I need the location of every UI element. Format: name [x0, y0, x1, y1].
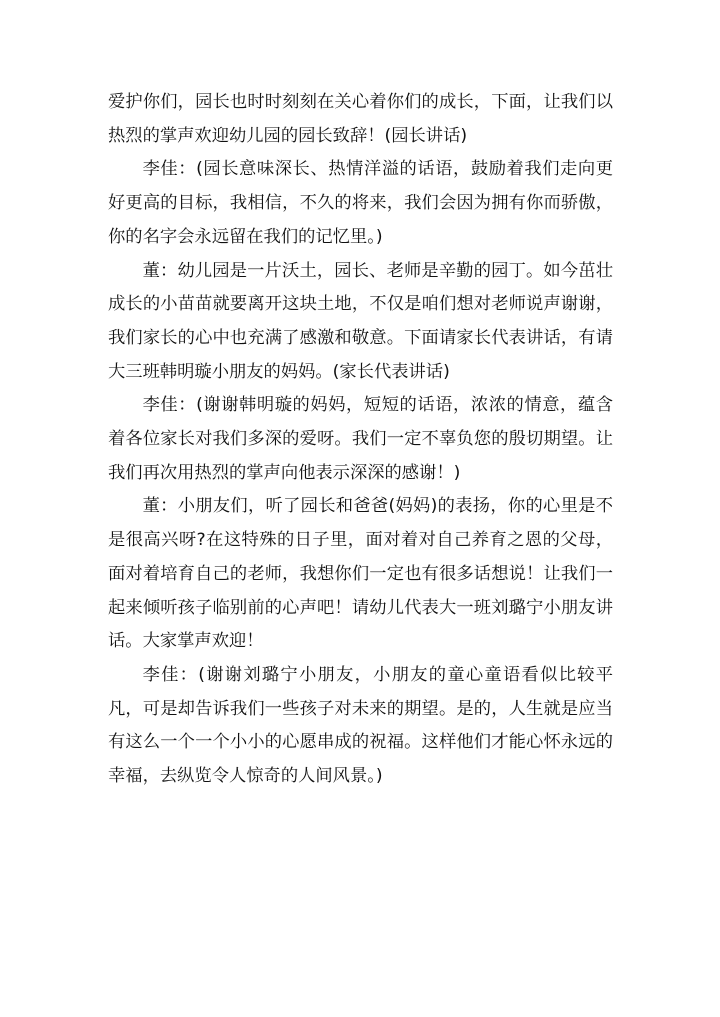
paragraph-dong-parent-introduction: 董：幼儿园是一片沃土，园长、老师是辛勤的园丁。如今茁壮成长的小苗苗就要离开这块土地，不仅是咱们想对老师说声谢谢，我们家长的心中也充满了感激和敬意。下面请家长代表讲话，有请大三班韩明璇小朋友的妈妈。(家长代表讲话): [108, 260, 613, 382]
paragraph-lijia-response-to-principal: 李佳：(园长意味深长、热情洋溢的话语，鼓励着我们走向更好更高的目标，我相信，不久的将来，我们会因为拥有你而骄傲，你的名字会永远留在我们的记忆里。): [108, 159, 613, 247]
document-body: [108, 86, 613, 794]
paragraph-lijia-thanks-parent: 李佳：(谢谢韩明璇的妈妈，短短的话语，浓浓的情意，蕴含着各位家长对我们多深的爱呀。我们一定不辜负您的殷切期望。让我们再次用热烈的掌声向他表示深深的感谢！): [108, 395, 613, 483]
paragraph-dong-child-introduction: 董：小朋友们，听了园长和爸爸(妈妈)的表扬，你的心里是不是很高兴呀?在这特殊的日子里，面对着对自己养育之恩的父母，面对着培育自己的老师，我想你们一定也有很多话想说！让我们一起来倾听孩子临别前的心声吧！请幼儿代表大一班刘璐宁小朋友讲话。大家掌声欢迎！: [108, 496, 613, 652]
paragraph-continued-from-previous-page: 爱护你们，园长也时时刻刻在关心着你们的成长，下面，让我们以热烈的掌声欢迎幼儿园的园长致辞！(园长讲话): [108, 92, 613, 146]
paragraph-lijia-thanks-child: 李佳：(谢谢刘璐宁小朋友，小朋友的童心童语看似比较平凡，可是却告诉我们一些孩子对未来的期望。是的，人生就是应当有这么一个一个小小的心愿串成的祝福。这样他们才能心怀永远的幸福，去纵览令人惊奇的人间风景。): [108, 664, 613, 787]
